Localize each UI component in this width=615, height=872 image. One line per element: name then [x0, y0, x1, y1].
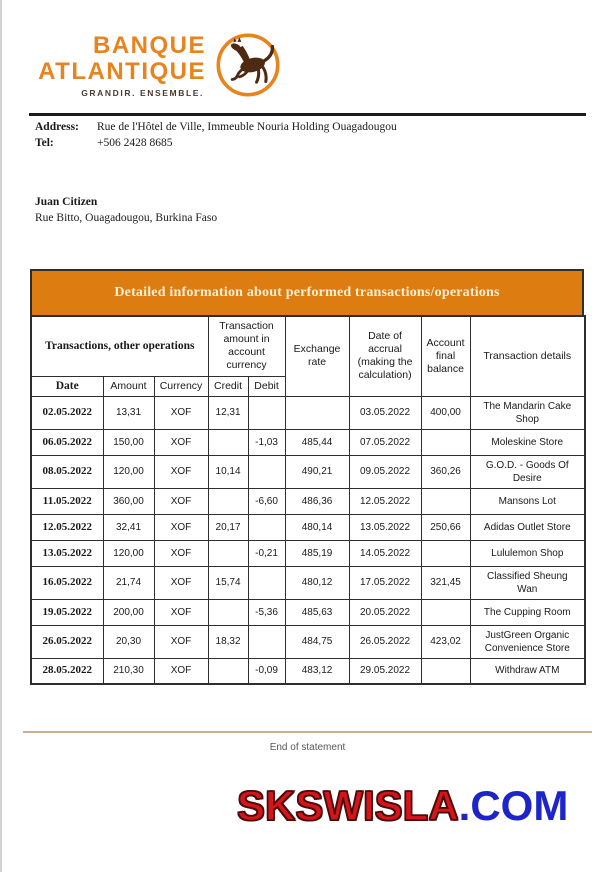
transaction-row [31, 540, 585, 566]
cell-currency: XOF [154, 429, 208, 455]
cell-credit [208, 429, 248, 455]
cell-amount: 32,41 [103, 514, 154, 540]
cell-rate: 490,21 [285, 455, 349, 488]
cell-currency: XOF [154, 488, 208, 514]
cell-credit: 18,32 [208, 625, 248, 658]
bank-logo [28, 33, 281, 98]
recipient-block [35, 194, 217, 226]
cell-rate: 485,44 [285, 429, 349, 455]
cell-amount: 360,00 [103, 488, 154, 514]
horse-emblem-icon [215, 32, 281, 98]
cell-currency: XOF [154, 396, 208, 429]
cell-accrual: 20.05.2022 [349, 599, 421, 625]
brand-name-line2: ATLANTIQUE [38, 58, 206, 85]
recipient-name: Juan Citizen [35, 196, 98, 208]
cell-details: G.O.D. - Goods Of Desire [470, 455, 585, 488]
watermark-site-name: SKSWISLA [237, 782, 459, 829]
cell-amount: 120,00 [103, 455, 154, 488]
transaction-row [31, 455, 585, 488]
cell-details: JustGreen Organic Convenience Store [470, 625, 585, 658]
cell-amount: 200,00 [103, 599, 154, 625]
cell-balance [421, 429, 470, 455]
cell-details: Moleskine Store [470, 429, 585, 455]
watermark-site-tld: .COM [458, 782, 569, 829]
transaction-row [31, 625, 585, 658]
cell-rate: 484,75 [285, 625, 349, 658]
cell-currency: XOF [154, 566, 208, 599]
cell-rate: 485,19 [285, 540, 349, 566]
bank-contact-block [35, 120, 397, 151]
cell-accrual: 26.05.2022 [349, 625, 421, 658]
end-of-statement-text: End of statement [269, 742, 346, 753]
cell-currency: XOF [154, 625, 208, 658]
cell-balance: 360,26 [421, 455, 470, 488]
cell-accrual: 14.05.2022 [349, 540, 421, 566]
cell-details: Classified Sheung Wan [470, 566, 585, 599]
cell-date: 28.05.2022 [31, 658, 103, 684]
cell-credit [208, 488, 248, 514]
header-divider [29, 113, 586, 116]
cell-accrual: 03.05.2022 [349, 396, 421, 429]
cell-date: 08.05.2022 [31, 455, 103, 488]
cell-details: The Cupping Room [470, 599, 585, 625]
cell-balance [421, 658, 470, 684]
cell-debit: -0,21 [248, 540, 285, 566]
cell-balance [421, 599, 470, 625]
cell-debit [248, 566, 285, 599]
table-title-banner [30, 269, 584, 317]
cell-balance [421, 540, 470, 566]
address-row [35, 120, 397, 136]
cell-date: 16.05.2022 [31, 566, 103, 599]
transaction-row [31, 429, 585, 455]
cell-debit: -0,09 [248, 658, 285, 684]
cell-rate: 486,36 [285, 488, 349, 514]
cell-credit [208, 599, 248, 625]
cell-details: Adidas Outlet Store [470, 514, 585, 540]
cell-date: 19.05.2022 [31, 599, 103, 625]
transaction-row [31, 514, 585, 540]
cell-currency: XOF [154, 455, 208, 488]
column-header-final-balance: Account final balance [421, 316, 470, 396]
cell-amount: 150,00 [103, 429, 154, 455]
column-header-debit: Debit [248, 376, 285, 396]
cell-debit [248, 625, 285, 658]
cell-debit: -6,60 [248, 488, 285, 514]
cell-amount: 210,30 [103, 658, 154, 684]
cell-credit [208, 540, 248, 566]
transactions-body [31, 396, 585, 684]
cell-currency: XOF [154, 514, 208, 540]
tel-label: Tel: [35, 136, 54, 149]
column-header-amount: Amount [103, 376, 154, 396]
cell-debit [248, 514, 285, 540]
cell-currency: XOF [154, 658, 208, 684]
cell-debit [248, 455, 285, 488]
cell-date: 06.05.2022 [31, 429, 103, 455]
cell-date: 12.05.2022 [31, 514, 103, 540]
cell-rate: 483,12 [285, 658, 349, 684]
column-header-currency: Currency [154, 376, 208, 396]
address-value: Rue de l'Hôtel de Ville, Immeuble Nouria Holding Ouagadougou [97, 121, 397, 133]
bank-logo-text [28, 33, 206, 98]
cell-rate: 480,12 [285, 566, 349, 599]
cell-debit: -1,03 [248, 429, 285, 455]
column-group-amount: Transaction amount in account currency [208, 316, 285, 376]
cell-amount: 20,30 [103, 625, 154, 658]
cell-balance: 423,02 [421, 625, 470, 658]
transaction-row [31, 566, 585, 599]
cell-balance: 250,66 [421, 514, 470, 540]
transaction-row [31, 396, 585, 429]
column-header-date: Date [31, 376, 103, 396]
transaction-row [31, 488, 585, 514]
transaction-row [31, 658, 585, 684]
cell-rate: 485,63 [285, 599, 349, 625]
cell-rate [285, 396, 349, 429]
cell-accrual: 13.05.2022 [349, 514, 421, 540]
cell-credit: 10,14 [208, 455, 248, 488]
cell-currency: XOF [154, 599, 208, 625]
column-header-accrual-date: Date of accrual (making the calculation) [349, 316, 421, 396]
cell-amount: 120,00 [103, 540, 154, 566]
cell-debit [248, 396, 285, 429]
cell-date: 02.05.2022 [31, 396, 103, 429]
cell-currency: XOF [154, 540, 208, 566]
cell-details: Withdraw ATM [470, 658, 585, 684]
cell-details: Mansons Lot [470, 488, 585, 514]
transaction-row [31, 599, 585, 625]
column-header-details: Transaction details [470, 316, 585, 396]
column-group-transactions: Transactions, other operations [31, 316, 208, 376]
recipient-address: Rue Bitto, Ouagadougou, Burkina Faso [35, 212, 218, 224]
address-label: Address: [35, 121, 79, 133]
cell-date: 13.05.2022 [31, 540, 103, 566]
cell-rate: 480,14 [285, 514, 349, 540]
cell-accrual: 17.05.2022 [349, 566, 421, 599]
cell-accrual: 12.05.2022 [349, 488, 421, 514]
brand-tagline: GRANDIR. ENSEMBLE. [81, 88, 204, 98]
cell-credit: 15,74 [208, 566, 248, 599]
brand-name-line1: BANQUE [92, 32, 206, 59]
cell-amount: 13,31 [103, 396, 154, 429]
cell-credit: 20,17 [208, 514, 248, 540]
cell-accrual: 29.05.2022 [349, 658, 421, 684]
cell-balance: 400,00 [421, 396, 470, 429]
watermark [237, 782, 568, 830]
column-header-credit: Credit [208, 376, 248, 396]
cell-details: The Mandarin Cake Shop [470, 396, 585, 429]
cell-date: 26.05.2022 [31, 625, 103, 658]
cell-credit [208, 658, 248, 684]
cell-credit: 12,31 [208, 396, 248, 429]
cell-balance: 321,45 [421, 566, 470, 599]
table-title: Detailed information about performed transactions/operations [114, 285, 500, 300]
column-header-exchange-rate: Exchange rate [285, 316, 349, 396]
tel-value: +506 2428 8685 [97, 136, 173, 149]
cell-debit: -5,36 [248, 599, 285, 625]
tel-row [35, 136, 397, 152]
cell-accrual: 09.05.2022 [349, 455, 421, 488]
cell-amount: 21,74 [103, 566, 154, 599]
cell-details: Lululemon Shop [470, 540, 585, 566]
cell-balance [421, 488, 470, 514]
cell-date: 11.05.2022 [31, 488, 103, 514]
cell-accrual: 07.05.2022 [349, 429, 421, 455]
transactions-table [30, 315, 586, 685]
footer-divider [23, 731, 592, 733]
